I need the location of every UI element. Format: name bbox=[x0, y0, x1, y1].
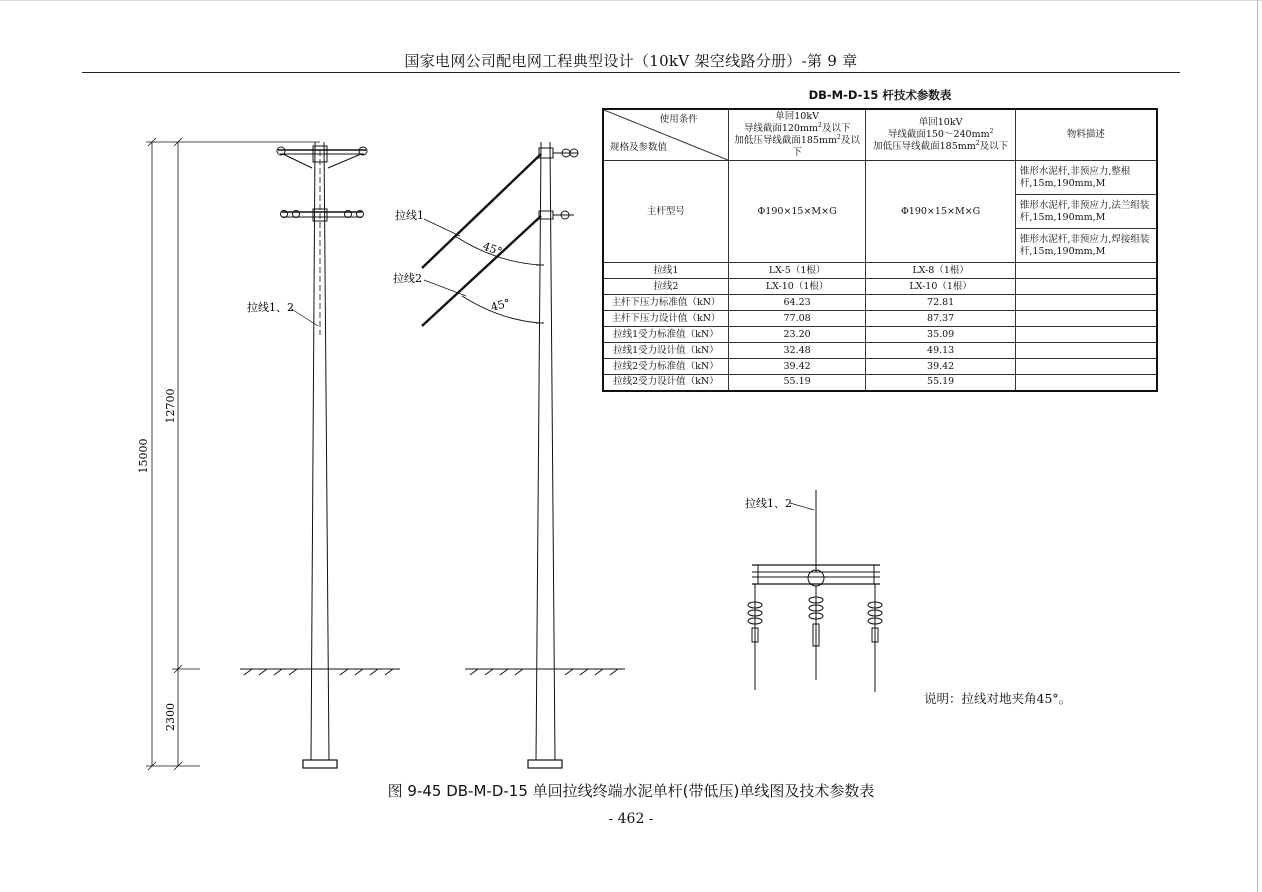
row-label: 拉线1受力标准值（kN） bbox=[603, 327, 728, 343]
col2-line3-text: 加低压导线截面185mm bbox=[873, 141, 976, 152]
row-value-2: 72.81 bbox=[866, 295, 1015, 311]
main-row-label: 主杆型号 bbox=[603, 161, 728, 263]
col2-line1: 单回10kV bbox=[918, 117, 963, 128]
insulator-center bbox=[809, 586, 823, 680]
row-label: 主杆下压力设计值（kN） bbox=[603, 311, 728, 327]
stay1-label: 拉线1 bbox=[395, 209, 424, 222]
dim-above-label: 12700 bbox=[164, 388, 177, 424]
col1-line3-text: 加低压导线截面185mm bbox=[734, 135, 837, 146]
row-value-2: 49.13 bbox=[866, 343, 1015, 359]
col1-line2-tail: 及以下 bbox=[821, 123, 851, 134]
header-condition-label: 使用条件 bbox=[659, 114, 698, 125]
row-value-2: 39.42 bbox=[866, 359, 1015, 375]
stay12-top-label: 拉线1、2 bbox=[745, 497, 792, 510]
ground-line-front bbox=[240, 669, 400, 675]
col1-line3-sup: 2 bbox=[837, 133, 841, 141]
row-value-2: 55.19 bbox=[866, 375, 1015, 391]
row-label: 拉线2受力标准值（kN） bbox=[603, 359, 728, 375]
header-col-3: 物料描述 bbox=[1015, 109, 1157, 161]
angle-label-1: 45° bbox=[480, 239, 504, 259]
row-label: 拉线1 bbox=[603, 263, 728, 279]
figure-caption: 图 9-45 DB-M-D-15 单回拉线终端水泥单杆(带低压)单线图及技术参数表 bbox=[387, 782, 875, 800]
col2-line2-sup: 2 bbox=[989, 127, 994, 135]
dim-below-label: 2300 bbox=[164, 703, 177, 731]
dim-total-label: 15000 bbox=[137, 438, 150, 474]
table-title: DB-M-D-15 杆技术参数表 bbox=[808, 88, 952, 102]
row-label: 拉线1受力设计值（kN） bbox=[603, 343, 728, 359]
material-1: 锥形水泥杆,非预应力,整根杆,15m,190mm,M bbox=[1015, 161, 1157, 195]
col1-line2-text: 导线截面120mm bbox=[743, 123, 818, 134]
row-label: 拉线2 bbox=[603, 279, 728, 295]
main-row-value-1: Φ190×15×M×G bbox=[728, 161, 866, 263]
row-value-2: LX-8（1根） bbox=[866, 263, 1015, 279]
row-label: 拉线2受力设计值（kN） bbox=[603, 375, 728, 391]
row-value-1: 39.42 bbox=[728, 359, 866, 375]
side-view-pole bbox=[422, 142, 578, 768]
row-value-2: 35.09 bbox=[866, 327, 1015, 343]
page-header-title: 国家电网公司配电网工程典型设计（10kV 架空线路分册）-第 9 章 bbox=[404, 52, 858, 70]
col1-line1: 单回10kV bbox=[775, 111, 819, 122]
top-view-crossarm bbox=[748, 490, 882, 692]
stay2-label: 拉线2 bbox=[393, 272, 422, 285]
row-value-1: 55.19 bbox=[728, 375, 866, 391]
row-label: 主杆下压力标准值（kN） bbox=[603, 295, 728, 311]
row-value-1: 32.48 bbox=[728, 343, 866, 359]
angle-label-2: 45° bbox=[489, 296, 512, 314]
col2-line3-tail: 及以下 bbox=[979, 141, 1009, 152]
row-value-1: 23.20 bbox=[728, 327, 866, 343]
material-3: 锥形水泥杆,非预应力,焊接组装杆,15m,190mm,M bbox=[1015, 229, 1157, 263]
dimension-lines bbox=[146, 138, 320, 770]
row-value-1: LX-10（1根） bbox=[728, 279, 866, 295]
ground-line-side bbox=[465, 669, 625, 675]
row-value-2: 87.37 bbox=[866, 311, 1015, 327]
material-2: 锥形水泥杆,非预应力,法兰组装杆,15m,190mm,M bbox=[1015, 195, 1157, 229]
col2-line3-sup: 2 bbox=[975, 139, 980, 147]
row-value-1: 64.23 bbox=[728, 295, 866, 311]
header-spec-label: 规格及参数值 bbox=[610, 142, 668, 153]
insulator-right bbox=[868, 584, 882, 692]
row-value-1: 77.08 bbox=[728, 311, 866, 327]
col1-line2-sup: 2 bbox=[818, 121, 822, 129]
insulator-left bbox=[748, 584, 762, 690]
row-value-1: LX-5（1根） bbox=[728, 263, 866, 279]
col2-line2-text: 导线截面150～240mm bbox=[887, 129, 990, 140]
row-value-2: LX-10（1根） bbox=[866, 279, 1015, 295]
main-row-value-2: Φ190×15×M×G bbox=[866, 161, 1015, 263]
col1-line3-tail: 及以下 bbox=[792, 135, 860, 158]
page-number: - 462 - bbox=[608, 811, 654, 827]
stay12-front-label: 拉线1、2 bbox=[247, 301, 294, 314]
note-text: 说明：拉线对地夹角45°。 bbox=[924, 691, 1072, 706]
